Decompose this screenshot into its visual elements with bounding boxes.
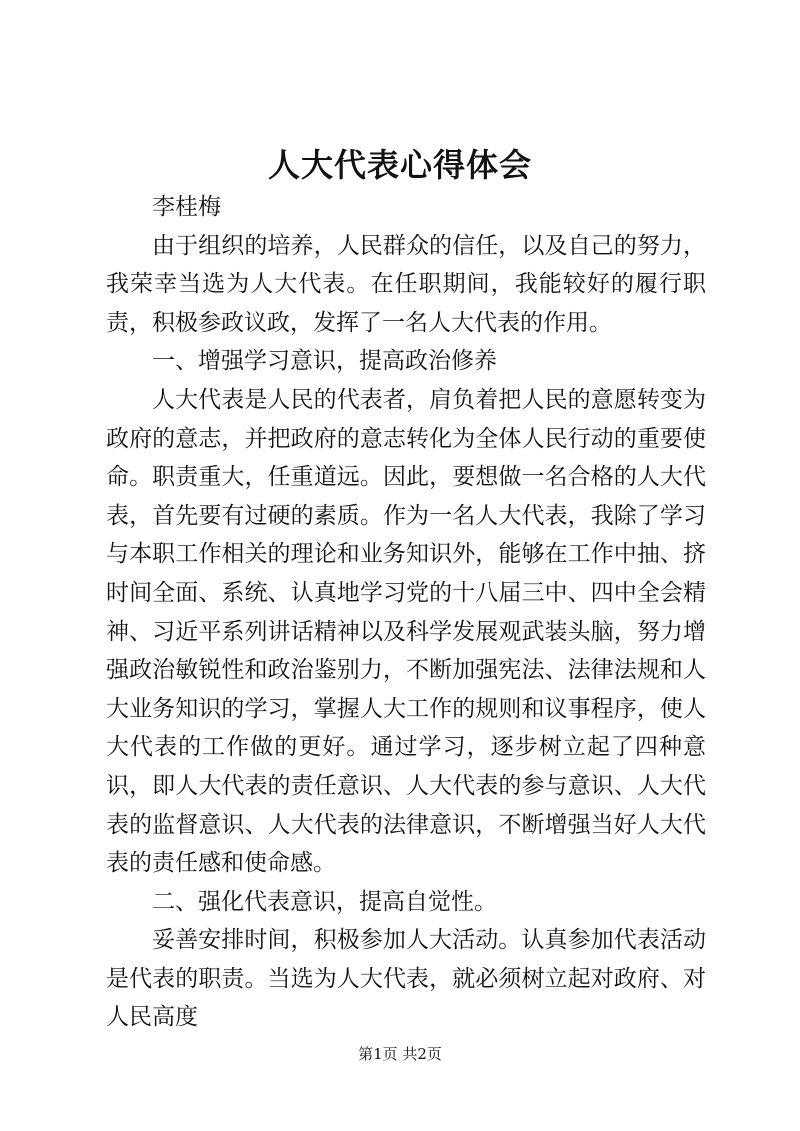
author-name: 李桂梅 xyxy=(152,194,221,220)
section-heading-1: 一、增强学习意识，提高政治修养 xyxy=(152,348,497,375)
section-heading-2: 二、强化代表意识，提高自觉性。 xyxy=(152,888,497,915)
paragraph-intro: 由于组织的培养，人民群众的信任，以及自己的努力，我荣幸当选为人大代表。在任职期间，我能较好的履行职责，积极参政议政，发挥了一名人大代表的作用。 xyxy=(106,232,706,336)
page-footer: 第1页 共2页 xyxy=(358,1045,442,1063)
paragraph-section-2: 妥善安排时间，积极参加人大活动。认真参加代表活动是代表的职责。当选为人大代表，就必须树立起对政府、对人民高度 xyxy=(106,927,706,1031)
document-title: 人大代表心得体会 xyxy=(267,146,532,184)
paragraph-section-1: 人大代表是人民的代表者，肩负着把人民的意愿转变为政府的意志，并把政府的意志转化为全体人民行动的重要使命。职责重大，任重道远。因此，要想做一名合格的人大代表，首先要有过硬的素质。作为一名人大代表，我除了学习与本职工作相关的理论和业务知识外，能够在工作中抽、挤时间全面、系统、认真地学习党的十八届三中、四中全会精神、习近平系列讲话精神以及科学发展观武装头脑，努力增强政治敏锐性和政治鉴别力，不断加强宪法、法律法规和人大业务知识的学习，掌握人大工作的规则和议事程序，使人大代表的工作做的更好。通过学习，逐步树立起了四种意识，即人大代表的责任意识、人大代表的参与意识、人大代表的监督意识、人大代表的法律意识，不断增强当好人大代表的责任感和使命感。 xyxy=(106,386,706,877)
document-body xyxy=(106,188,706,1037)
